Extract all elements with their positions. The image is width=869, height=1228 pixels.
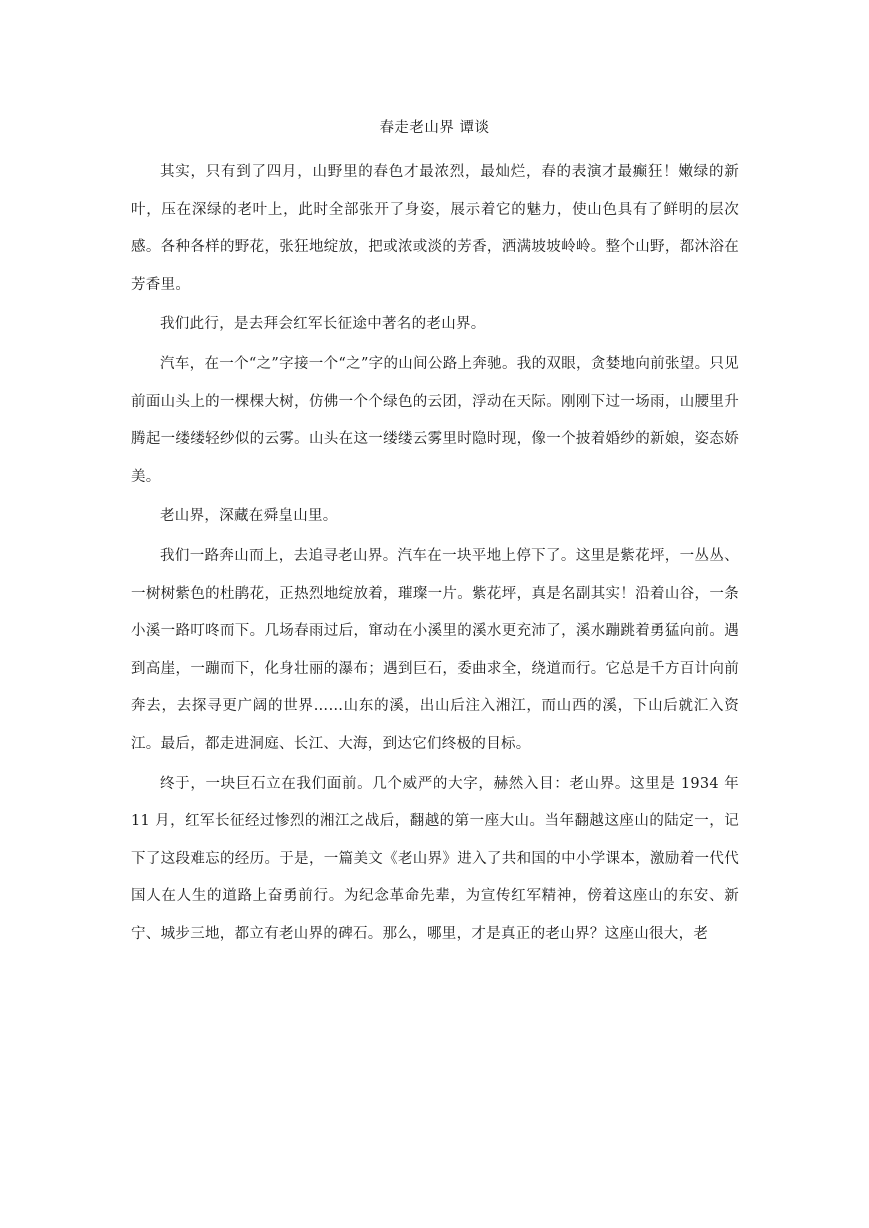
paragraph-5: 我们一路奔山而上，去追寻老山界。汽车在一块平地上停下了。这里是紫花坪，一丛丛、一树树紫色的杜鹃花，正热烈地绽放着，璀璨一片。紫花坪，真是名副其实！沿着山谷，一条小溪一路叮咚而下。几场春雨过后，窜动在小溪里的溪水更充沛了，溪水蹦跳着勇猛向前。遇到高崖，一蹦而下，化身壮丽的瀑布；遇到巨石，委曲求全，绕道而行。它总是千方百计向前奔去，去探寻更广阔的世界……山东的溪，出山后注入湘江，而山西的溪，下山后就汇入资江。最后，都走进洞庭、长江、大海，到达它们终极的目标。	[131, 547, 739, 752]
paragraph-6: 终于，一块巨石立在我们面前。几个威严的大字，赫然入目：老山界。这里是 1934 年 11 月，红军长征经过惨烈的湘江之战后，翻越的第一座大山。当年翻越这座山的陆定一，记下了这段难忘的经历。于是，一篇美文《老山界》进入了共和国的中小学课本，激励着一代代国人在人生的道路上奋勇前行。为纪念革命先辈，为宣传红军精神，傍着这座山的东安、新宁、城步三地，都立有老山界的碑石。那么，哪里，才是真正的老山界？这座山很大，老	[131, 775, 739, 942]
document-body	[131, 154, 739, 955]
paragraph-1: 其实，只有到了四月，山野里的春色才最浓烈，最灿烂，春的表演才最癫狂！嫩绿的新叶，压在深绿的老叶上，此时全部张开了身姿，展示着它的魅力，使山色具有了鲜明的层次感。各种各样的野花，张狂地绽放，把或浓或淡的芳香，洒满坡坡岭岭。整个山野，都沐浴在芳香里。	[131, 164, 739, 293]
paragraph-2: 我们此行，是去拜会红军长征途中著名的老山界。	[160, 316, 486, 333]
paragraph-4: 老山界，深藏在舜皇山里。	[160, 508, 338, 525]
document-title: 春走老山界 谭谈	[379, 120, 490, 136]
paragraph-3: 汽车，在一个“之”字接一个“之”字的山间公路上奔驰。我的双眼，贪婪地向前张望。只见前面山头上的一棵棵大树，仿佛一个个绿色的云团，浮动在天际。刚刚下过一场雨，山腰里升腾起一缕缕轻纱似的云雾。山头在这一缕缕云雾里时隐时现，像一个披着婚纱的新娘，姿态娇美。	[131, 355, 739, 485]
